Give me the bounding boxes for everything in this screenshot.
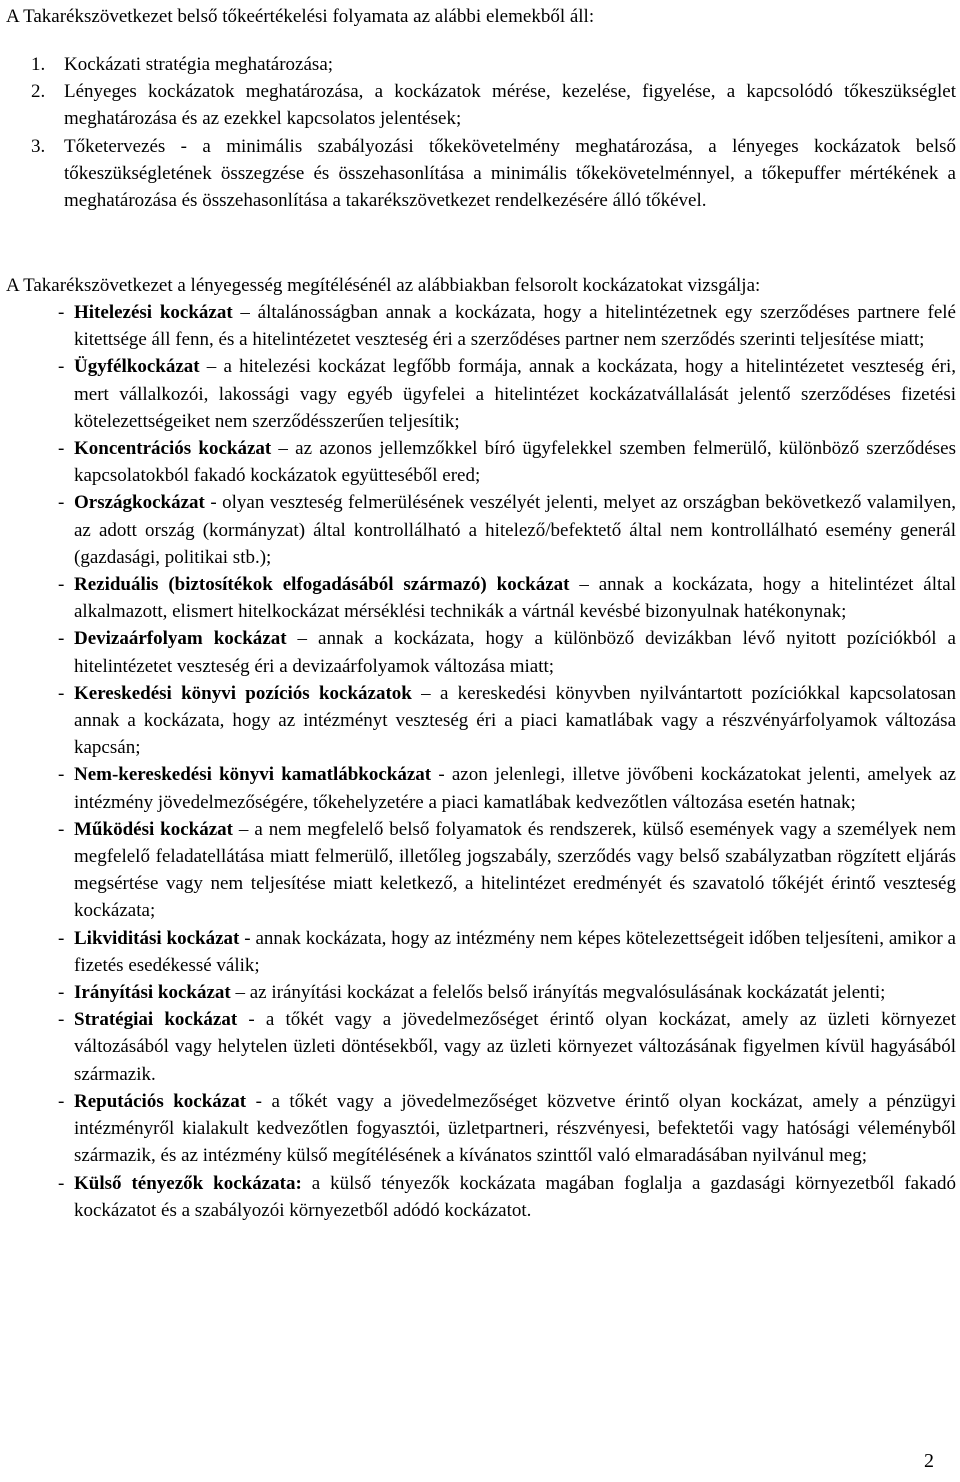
risk-item [6, 489, 956, 571]
risk-description: – annak a kockázata, hogy a hitelintézet által alkalmazott, elismert hitelkockázat mérséklési technikák a vártnál kevésbé bizonyulnak hatékonynak; [74, 574, 956, 623]
risk-item [6, 299, 956, 353]
risk-description: a külső tényezők kockázata magában foglalja a gazdasági környezetből fakadó kockázatot és a szabályozói környezetből adódó kockázatot. [74, 1172, 957, 1221]
item-number: 1. [31, 54, 46, 75]
numbered-list [6, 51, 956, 214]
risk-term: Irányítási kockázat [74, 982, 231, 1004]
risk-term: Külső tényezők kockázata: [74, 1172, 302, 1194]
item-text: Kockázati stratégia meghatározása; [64, 54, 334, 75]
list-dash: - [58, 438, 65, 460]
risk-term: Ügyfélkockázat [74, 356, 200, 378]
list-dash: - [58, 764, 65, 786]
list-dash: - [58, 574, 65, 596]
risk-term: Hitelezési kockázat [74, 302, 233, 323]
risk-term: Országkockázat [74, 492, 205, 514]
risk-text [74, 299, 956, 353]
risk-term: Stratégiai kockázat [74, 1009, 238, 1031]
list-dash: - [58, 982, 65, 1004]
risk-description: - a tőkét vagy a jövedelmezőséget érintő olyan kockázat, amely az üzleti környezet változásából vagy helytelen üzleti döntésekből, vagy az üzleti környezet változásának figyelmen kívül hagyásából származik. [74, 1009, 956, 1085]
risk-item [6, 680, 956, 762]
risk-item [6, 571, 956, 625]
risk-text [74, 1088, 956, 1170]
risk-term: Reziduális (biztosítékok elfogadásából származó) kockázat [74, 574, 570, 596]
list-dash: - [58, 492, 65, 514]
risk-text [74, 925, 956, 979]
risk-text [74, 680, 956, 762]
list-dash: - [58, 1009, 65, 1031]
risk-term: Működési kockázat [74, 818, 233, 840]
risk-description: - azon jelenlegi, illetve jövőbeni kockázatokat jelenti, amelyek az intézmény jövedelmezőségére, tőkehelyzetére a piaci kamatlábak kedvezőtlen változása esetén hatnak; [74, 764, 956, 813]
list-dash: - [58, 927, 65, 949]
risk-description: - a tőkét vagy a jövedelmezőséget közvetve érintő olyan kockázat, amely a pénzügyi intézményről kialakult kedvezőtlen fogyasztói, üzletpartneri, részvényesi, befektetői vagy hatósági véleményből származik, és az intézmény külső megítélésének a kívánatos szinttől való elmaradásában nyilvánul meg; [74, 1090, 956, 1167]
risk-text [74, 625, 956, 679]
risk-description: – annak a kockázata, hogy a különböző devizákban lévő nyitott pozíciókból a hitelintézetet veszteség éri a devizaárfolyamok változása miatt; [74, 628, 956, 677]
risk-description: – a kereskedési könyvben nyilvántartott pozíciókkal kapcsolatosan annak a kockázata, hogy az intézményt veszteség éri a piaci kamatlábak vagy a részvényárfolyamok változása kapcsán; [74, 682, 956, 759]
item-text: Lényeges kockázatok meghatározása, a kockázatok mérése, kezelése, figyelése, a kapcsolódó tőkeszükséglet meghatározása és az ezekkel kapcsolatos jelentések; [64, 81, 956, 130]
risk-description: - annak kockázata, hogy az intézmény nem képes kötelezettségeit időben teljesíteni, amikor a fizetés esedékessé válik; [74, 927, 956, 976]
risk-description: – a nem megfelelő belső folyamatok és rendszerek, külső események vagy a személyek nem megfelelő feladatellátása miatt felmerülő, illetőleg jogszabály, szerződés vagy belső szabályzatban rögzített eljárás megsértése vagy nem teljesítése miatt keletkező, a hitelintézet eredményét és szavatoló tőkéjét érintő veszteség kockázata; [74, 818, 956, 922]
risk-text [74, 489, 956, 571]
list-dash: - [58, 682, 65, 704]
intro-paragraph: A Takarékszövetkezet belső tőkeértékelési folyamata az alábbi elemekből áll: [6, 6, 595, 27]
risk-text [74, 1170, 956, 1224]
item-text: Tőketervezés - a minimális szabályozási tőkekövetelmény meghatározása, a lényeges kockázatok belső tőkeszükségletének összegzése és összehasonlítása a minimális tőkekövetelménnyel, a tőkepuffer mértékének a meghatározása és összehasonlítása a takarékszövetkezet rendelkezésére álló tőkével. [64, 135, 956, 212]
risk-text [74, 353, 956, 435]
page-number: 2 [924, 1450, 934, 1472]
risk-item [6, 816, 956, 925]
risk-text [74, 979, 956, 1006]
risk-item [6, 1170, 956, 1224]
risk-description: - olyan veszteség felmerülésének veszélyét jelenti, melyet az országban bekövetkező valamilyen, az adott ország (kormányzat) által kontrollálható a hitelező/befektető által nem kontrollálható esemény generál (gazdasági, politikai stb.); [74, 492, 956, 568]
numbered-item-1 [6, 51, 956, 78]
item-number: 2. [31, 81, 46, 103]
risk-item [6, 761, 956, 815]
risk-item [6, 925, 956, 979]
numbered-item-2 [6, 78, 956, 132]
risk-item [6, 1006, 956, 1088]
numbered-item-3 [6, 133, 956, 215]
list-dash: - [58, 302, 65, 323]
list-dash: - [58, 818, 65, 840]
risk-text [74, 816, 956, 925]
risk-description: – az irányítási kockázat a felelős belső irányítás megvalósulásának kockázatát jelenti; [230, 982, 886, 1004]
risk-text [74, 571, 956, 625]
risk-item [6, 979, 956, 1006]
risk-term: Nem-kereskedési könyvi kamatlábkockázat [74, 764, 432, 786]
risk-item [6, 625, 956, 679]
risk-description: – a hitelezési kockázat legfőbb formája, annak a kockázata, hogy a hitelintézetet veszteség éri, mert vállalkozói, lakossági vagy egyéb ügyfelei a hitelintézet kockázatvállalását jelentő szerződéses fizetési kötelezettségeiket nem szerződésszerűen teljesítik; [74, 356, 956, 432]
risk-list [6, 299, 956, 1224]
risk-term: Devizaárfolyam kockázat [74, 628, 287, 650]
risk-text [74, 1006, 956, 1088]
risk-term: Likviditási kockázat [74, 927, 240, 949]
risk-item [6, 435, 956, 489]
list-dash: - [58, 628, 65, 650]
risk-text [74, 435, 956, 489]
risk-intro-paragraph: A Takarékszövetkezet a lényegesség megítélésénél az alábbiakban felsorolt kockázatokat vizsgálja: [6, 275, 761, 296]
risk-item [6, 353, 956, 435]
risk-text [74, 761, 956, 815]
list-dash: - [58, 1172, 65, 1194]
item-number: 3. [31, 135, 46, 157]
list-dash: - [58, 356, 65, 378]
risk-description: – általánosságban annak a kockázata, hogy a hitelintézetnek egy szerződéses partnere felé kitettsége áll fenn, és a hitelintézetet veszteség éri a szerződéses partner nem szerződés szerinti teljesítése miatt; [74, 302, 956, 351]
risk-term: Kereskedési könyvi pozíciós kockázatok [74, 682, 412, 704]
risk-term: Koncentrációs kockázat [74, 438, 272, 460]
risk-term: Reputációs kockázat [74, 1090, 247, 1112]
list-dash: - [58, 1090, 65, 1112]
risk-description: – az azonos jellemzőkkel bíró ügyfelekkel szemben felmerülő, különböző szerződéses kapcsolatokból fakadó kockázatok együtteséből ered; [74, 438, 956, 487]
risk-item [6, 1088, 956, 1170]
